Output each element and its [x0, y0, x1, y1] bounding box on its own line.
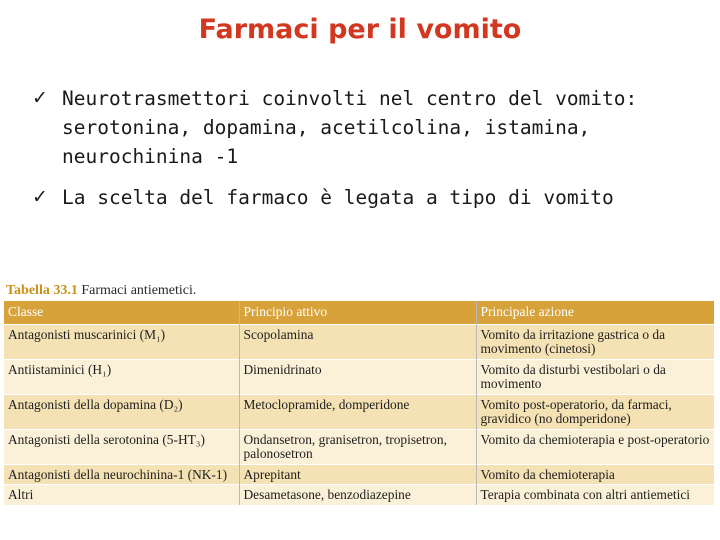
checkmark-icon: ✓ [32, 87, 48, 109]
column-header-active-ingredient: Principio attivo [239, 301, 476, 324]
bullet-item [30, 84, 710, 171]
table-caption-text: Farmaci antiemetici. [81, 283, 197, 298]
cell-active-ingredient: Aprepitant [239, 464, 476, 485]
antiemetic-drugs-table [4, 301, 714, 505]
cell-class: Antagonisti della dopamina (D₂) [4, 394, 239, 429]
cell-main-action: Vomito da irritazione gastrica o da movimento (cinetosi) [476, 324, 714, 359]
bullet-list [30, 84, 710, 224]
cell-active-ingredient: Scopolamina [239, 324, 476, 359]
column-header-main-action: Principale azione [476, 301, 714, 324]
cell-class: Altri [4, 485, 239, 505]
cell-active-ingredient: Metoclopramide, domperidone [239, 394, 476, 429]
cell-class: Antagonisti della serotonina (5-HT₃) [4, 429, 239, 464]
table-row [4, 394, 714, 429]
table-header-row [4, 301, 714, 324]
cell-main-action: Vomito da chemioterapia e post-operatorio [476, 429, 714, 464]
bullet-text: La scelta del farmaco è legata a tipo di vomito [62, 186, 614, 209]
cell-main-action: Vomito post-operatorio, da farmaci, gravidico (no domperidone) [476, 394, 714, 429]
checkmark-icon: ✓ [32, 186, 48, 208]
bullet-text: Neurotrasmettori coinvolti nel centro del vomito: serotonina, dopamina, acetilcolina, istamina, neurochinina -1 [62, 87, 638, 168]
cell-class: Antiistaminici (H₁) [4, 359, 239, 394]
table-row [4, 429, 714, 464]
cell-active-ingredient: Ondansetron, granisetron, tropisetron, palonosetron [239, 429, 476, 464]
cell-active-ingredient: Dimenidrinato [239, 359, 476, 394]
cell-main-action: Vomito da chemioterapia [476, 464, 714, 485]
cell-class: Antagonisti della neurochinina-1 (NK-1) [4, 464, 239, 485]
table-row [4, 359, 714, 394]
cell-main-action: Terapia combinata con altri antiemetici [476, 485, 714, 505]
table-caption [6, 283, 196, 299]
table-row [4, 324, 714, 359]
column-header-class: Classe [4, 301, 239, 324]
table-caption-number: Tabella 33.1 [6, 283, 78, 298]
bullet-item [30, 183, 710, 212]
cell-main-action: Vomito da disturbi vestibolari o da movimento [476, 359, 714, 394]
cell-class: Antagonisti muscarinici (M₁) [4, 324, 239, 359]
slide-title: Farmaci per il vomito [198, 14, 522, 45]
table-row [4, 464, 714, 485]
table-row [4, 485, 714, 505]
cell-active-ingredient: Desametasone, benzodiazepine [239, 485, 476, 505]
